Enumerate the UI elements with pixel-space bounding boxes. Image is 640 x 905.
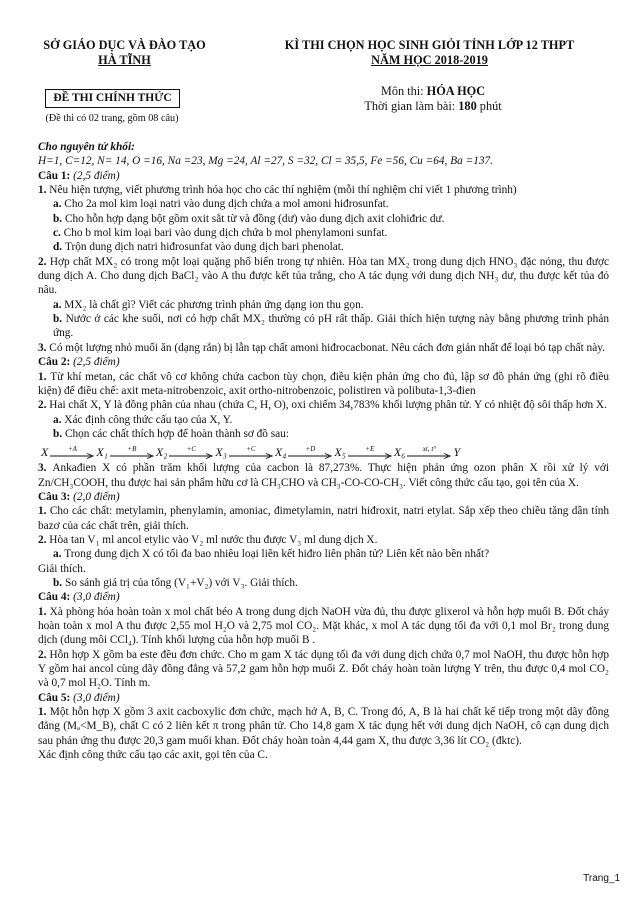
item-text: Xác định công thức cấu tạo các axit, gọi tên của C. [38,749,268,762]
item-text: Xác định công thức cấu tạo của X, Y. [64,413,233,426]
question-heading [38,590,609,604]
reagent-label: +B [127,445,137,454]
question-line [38,413,609,427]
school-year: NĂM HỌC 2018-2019 [371,53,488,67]
item-text: Cho b mol kim loại bari vào dung dịch chứa b mol phenylamoni sunfat. [63,227,388,240]
scheme-compound: X₅ [334,444,346,459]
item-number: b. [53,427,65,440]
question-heading [38,490,609,504]
item-text: Hai chất X, Y là đồng phân của nhau (chứa C, H, O), oxi chiếm 34,783% khối lượng phân tử. Y có nhiệt độ sôi thấp hơn X. [49,399,607,412]
arrow-icon [348,453,392,459]
item-number: 2. [38,255,50,268]
subject-value: HÓA HỌC [426,84,486,98]
question-line [38,312,609,341]
item-text: Có một lượng nhỏ muối ăn (dạng rắn) bị lẫn tạp chất amoni hiđrocacbonat. Nêu cách đơn giản nhất để loại bỏ tạp chất này. [49,341,605,354]
item-text: Trộn dung dịch natri hiđrosunfat vào dung dịch bari phenolat. [64,241,344,254]
scheme-compound: X₂ [155,444,168,459]
exam-title: KÌ THI CHỌN HỌC SINH GIỎI TỈNH LỚP 12 THPT [284,38,575,52]
question-line [38,533,609,547]
scheme-compound: X [41,444,49,459]
question-line [38,547,609,561]
question-line [38,154,609,168]
question-line [38,370,609,399]
item-number: b. [53,576,65,589]
question-line [38,562,609,576]
reaction-arrow [288,446,332,459]
question-line [38,197,609,211]
item-text: So sánh giá trị của tổng (V₁+V₂) với V₃. Giải thích. [64,576,298,589]
item-text: Cho hỗn hợp dạng bột gồm oxit sắt từ và đồng (dư) vào dung dịch axit clohiđric dư. [64,212,445,225]
time-line [318,99,548,114]
reaction-arrow [348,446,392,459]
questions-part-1 [38,140,609,441]
item-number: a. [53,198,65,211]
item-text: MX₂ là chất gì? Viết các phương trình phản ứng dạng ion thu gọn. [64,298,364,311]
question-heading [38,691,609,705]
item-text: Một hỗn hợp X gồm 3 axit cacboxylic đơn chức, mạch hở A, B, C. Trong đó, A, B là hai chất kế tiếp trong một dãy đồng đẳng (Mₐ<M_B), chất C có 2 liên kết π trong phân tử. Cho 14,8 gam X tác dụng hết với dung dịch NaOH, cô cạn dung dịch sau phản ứng thu được 20,3 gam muối khan. Đốt cháy hoàn toàn 4,44 gam X, thu được 3,36 lít CO₂ (đktc). [38,706,609,747]
official-note: (Đề thi có 02 trang, gồm 08 câu) [45,113,179,124]
item-text: Cho 2a mol kim loại natri vào dung dịch chứa a mol amoni hiđrosunfat. [64,198,389,211]
reaction-arrow [50,446,94,459]
official-exam-badge: ĐỀ THI CHÍNH THỨC [45,89,180,108]
item-text: Hợp chất MX₂ có trong một loại quặng phổ biến trong tự nhiên. Hòa tan MX₂ trong dung dịch HNO₃ đặc nóng, thu được dung dịch A. Cho dung dịch BaCl₂ vào A thu được kết tủa trắng, cho A tác dụng với dung dịch NH₃ dư, thu được kết tủa đỏ nâu. [38,255,610,297]
question-line [38,605,609,648]
item-text: Chọn các chất thích hợp để hoàn thành sơ đồ sau: [64,427,289,440]
points-label: (3,0 điểm) [70,691,120,704]
question-line [38,240,609,254]
questions-part-2 [38,461,609,762]
reaction-arrow [169,446,213,459]
item-text: Nêu hiện tượng, viết phương trình hóa học cho các thí nghiệm (mỗi thí nghiệm chỉ viết 1 phương trình) [49,184,517,197]
item-text: H=1, C=12, N= 14, O =16, Na =23, Mg =24, Al =27, S =32, Cl = 35,5, Fe =56, Cu =64, Ba =137. [38,155,493,168]
item-text: Hòa tan V₁ ml ancol etylic vào V₂ ml nước thu được V₃ ml dung dịch X. [49,533,378,546]
page-number: Trang_1 [583,873,620,884]
item-number: c. [53,227,64,240]
scheme-compound: X₃ [215,444,227,459]
item-number: b. [53,212,65,225]
item-number: 3. [38,462,53,475]
arrow-icon [229,453,273,459]
reaction-scheme [40,441,609,459]
reagent-label: +D [305,445,316,454]
question-line [38,255,609,298]
item-number: b. [53,313,66,326]
item-text: Câu 1: [38,169,71,182]
item-number: 1. [38,370,51,383]
reaction-arrow [407,446,451,459]
item-number: 1. [38,505,50,518]
time-label: Thời gian làm bài: [364,99,459,113]
exam-info [318,84,548,114]
item-text: Xà phòng hóa hoàn toàn x mol chất béo A trong dung dịch NaOH vừa đủ, thu được glixerol và hỗn hợp muối B. Đốt cháy hoàn toàn x mol A thu được 2,55 mol H₂O và 2,75 mol CO₂. Mặt khác, x mol A tác dụng tối đa với 0,1 mol Br₂ trong dung dịch (dung môi CCl₄). Tính khối lượng của hỗn hợp muối B . [38,605,609,647]
item-number: 2. [38,399,50,412]
item-number: 1. [38,184,50,197]
question-line [38,183,609,197]
item-text: Câu 5: [38,691,71,704]
item-number: 3. [38,341,50,354]
scheme-compound: X₆ [393,444,406,459]
scheme-compound: X₁ [96,444,108,459]
item-text: Câu 3: [38,490,71,503]
question-heading [38,140,609,154]
department-name: SỞ GIÁO DỤC VÀ ĐÀO TẠO [43,38,206,52]
question-line [38,427,609,441]
time-unit: phút [476,99,502,113]
item-text: Cho nguyên tử khối: [38,141,135,153]
question-line [38,298,609,312]
subject-label: Môn thi: [380,84,427,98]
item-text: Nước ở các khe suối, nơi có hợp chất MX₂ thường có pH rất thấp. Giải thích hiện tượng này bằng phương trình phản ứng. [53,313,609,340]
item-number: 2. [38,648,50,661]
item-text: Từ khí metan, các chất vô cơ không chứa cacbon tùy chọn, điều kiện phản ứng cho đủ, lập sơ đồ phản ứng (ghi rõ điều kiện) để điều chế: axit meta-nitrobenzoic, axit ortho-nitrobenzoic, polistiren và polibuta-1,3-đien [38,370,610,397]
item-number: a. [53,548,65,561]
question-line [38,576,609,590]
arrow-icon [50,453,94,459]
reagent-label: +E [365,445,375,454]
reagent-label: +C [186,445,197,454]
question-heading [38,169,609,183]
item-text: Ankađien X có phần trăm khối lượng của cacbon là 87,273%. Thực hiện phản ứng ozon phân X rồi xử lý với Zn/CH₃COOH, thu được hai sản phẩm hữu cơ là CH₃CHO và CH₃-CO-CO-CH₃. Viết công thức cấu tạo, gọi tên của X. [38,462,609,489]
arrow-icon [110,453,154,459]
question-line [38,226,609,240]
province-name: HÀ TĨNH [98,53,151,67]
reagent-label: +C [246,445,256,454]
item-text: Cho các chất: metylamin, phenylamin, amoniac, đimetylamin, natri hiđroxit, natri etylat. Sắp xếp theo chiều tăng dần tính bazơ của các chất trên, giải thích. [38,505,610,532]
reagent-label: xt, t° [422,445,437,454]
item-number: 1. [38,706,50,719]
question-line [38,648,609,691]
question-line [38,461,609,490]
item-text: Câu 4: [38,591,71,604]
question-line [38,748,609,762]
item-text: Trong dung dịch X có tối đa bao nhiêu loại liên kết hiđro liên phân tử? Liên kết nào bền nhất? [64,548,490,561]
subject-line [318,84,548,99]
item-text: Giải thích. [38,562,86,575]
department-header [22,38,227,68]
question-line [38,398,609,412]
item-number: d. [53,241,65,254]
arrow-icon [169,453,213,459]
points-label: (2,5 điểm) [70,169,120,182]
item-number: a. [53,413,65,426]
scheme-compound: Y [453,444,461,459]
arrow-icon [288,453,332,459]
points-label: (2,5 điểm) [70,356,120,369]
question-line [38,341,609,355]
question-line [38,212,609,226]
reagent-label: +A [67,445,77,454]
exam-content [38,140,609,762]
question-line [38,705,609,748]
question-line [38,504,609,533]
reaction-arrow [229,446,273,459]
item-number: a. [53,298,65,311]
reaction-arrow [110,446,154,459]
points-label: (3,0 điểm) [70,591,120,604]
item-text: Hỗn hợp X gồm ba este đều đơn chức. Cho m gam X tác dụng tối đa với dung dịch chứa 0,7 mol NaOH, thu được hỗn hợp Y gồm hai ancol cùng dãy đồng đẳng và 57,2 gam hỗn hợp muối Z. Đốt cháy hoàn toàn lượng Y trên, thu được 0,4 mol CO₂ và 0,7 mol H₂O. Tính m. [38,648,609,690]
item-number: 1. [38,605,50,618]
time-value: 180 [458,99,477,113]
points-label: (2,0 điểm) [70,490,120,503]
item-text: Câu 2: [38,356,71,369]
scheme-compound: X₄ [274,444,287,459]
arrow-icon [407,453,451,459]
exam-header [247,38,612,68]
question-heading [38,355,609,369]
item-number: 2. [38,533,50,546]
